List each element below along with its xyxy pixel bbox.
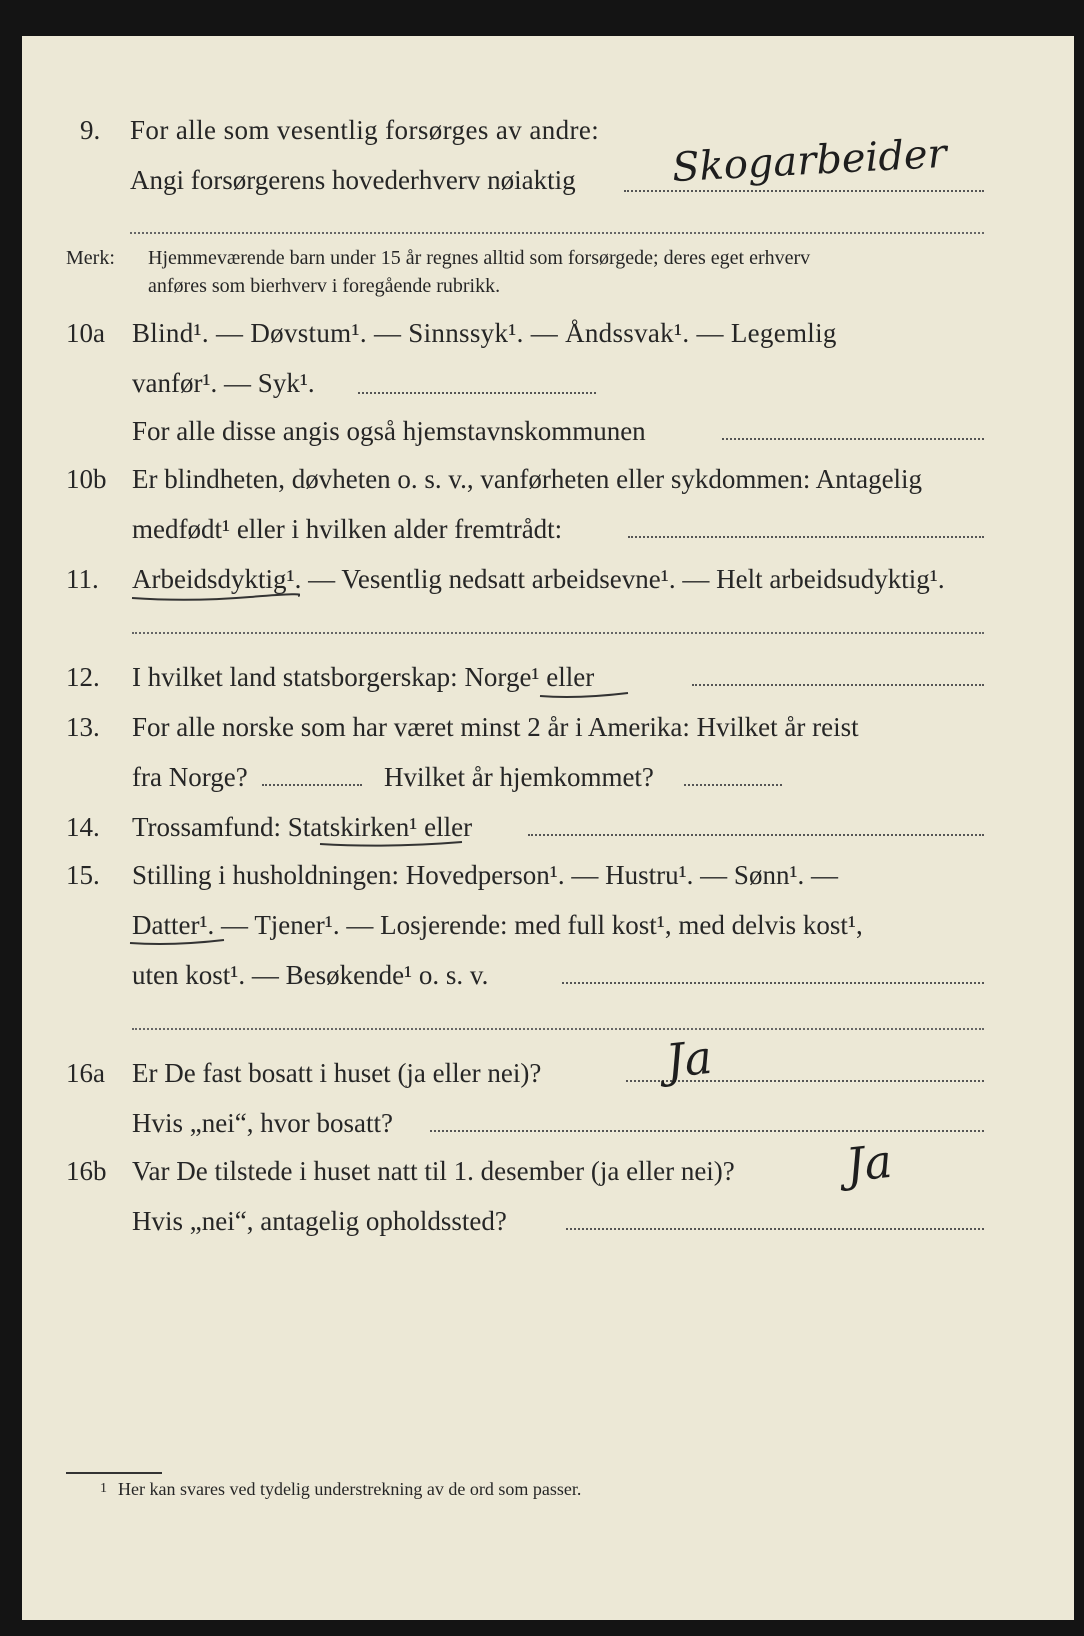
q16a-handwritten-answer: Ja: [663, 1029, 715, 1089]
q9-line2: Angi forsørgerens hovederhverv nøiaktig: [130, 165, 576, 195]
q10a-answer-line: [358, 392, 596, 394]
q16b-location-line: [566, 1228, 984, 1230]
footnote-rule: [66, 1472, 162, 1474]
q13-line2b: Hvilket år hjemkommet?: [384, 762, 654, 792]
q13-departure-line: [262, 784, 362, 786]
footnote-mark: 1: [100, 1481, 107, 1496]
q16a-number: 16a: [66, 1058, 105, 1088]
divider: [130, 232, 984, 234]
q15-line1: Stilling i husholdningen: Hovedperson¹. — Hustru¹. — Sønn¹. —: [132, 860, 839, 890]
q14-number: 14.: [66, 812, 100, 842]
q11-answer-line: [132, 632, 984, 634]
q16a-line1: Er De fast bosatt i huset (ja eller nei)?: [132, 1058, 542, 1088]
q15-line2: Datter¹. — Tjener¹. — Losjerende: med full kost¹, med delvis kost¹,: [132, 910, 863, 940]
note-label: Merk:: [66, 247, 115, 269]
q10a-line1: Blind¹. — Døvstum¹. — Sinnssyk¹. — Åndssvak¹. — Legemlig: [132, 318, 837, 348]
q13-return-line: [684, 784, 782, 786]
q16b-line1: Var De tilstede i huset natt til 1. desember (ja eller nei)?: [132, 1156, 735, 1186]
q13-line1: For alle norske som har været minst 2 år i Amerika: Hvilket år reist: [132, 712, 859, 742]
q16b-number: 16b: [66, 1156, 107, 1186]
q16b-handwritten-answer: Ja: [843, 1133, 895, 1193]
q12-number: 12.: [66, 662, 100, 692]
q14-underline-mark: [318, 838, 466, 850]
q9-handwritten-answer: Skogarbeider: [670, 130, 948, 192]
note-line2: anføres som bierhverv i foregående rubrikk.: [148, 275, 501, 297]
q15-line3: uten kost¹. — Besøkende¹ o. s. v.: [132, 960, 489, 990]
q10b-line2: medfødt¹ eller i hvilken alder fremtrådt:: [132, 514, 563, 544]
q15-answer-line: [562, 982, 984, 984]
q11-number: 11.: [66, 564, 99, 594]
q10b-number: 10b: [66, 464, 107, 494]
q12-underline-mark: [538, 690, 632, 702]
q10a-number: 10a: [66, 318, 105, 348]
q16a-address-line: [430, 1130, 984, 1132]
footnote-text: Her kan svares ved tydelig understrekning av de ord som passer.: [118, 1479, 582, 1499]
q16a-line2: Hvis „nei“, hvor bosatt?: [132, 1108, 393, 1138]
q10b-line1: Er blindheten, døvheten o. s. v., vanførheten eller sykdommen: Antagelig: [132, 464, 923, 494]
q10a-line2: vanfør¹. — Syk¹.: [132, 368, 315, 398]
q16b-line2: Hvis „nei“, antagelig opholdssted?: [132, 1206, 507, 1236]
q13-line2a: fra Norge?: [132, 762, 248, 792]
q14-line1: Trossamfund: Statskirken¹ eller: [132, 812, 473, 842]
q11-underline-mark: [130, 592, 300, 604]
q10a-line3: For alle disse angis også hjemstavnskommunen: [132, 416, 646, 446]
q10a-municipality-line: [722, 438, 984, 440]
q9-number: 9.: [80, 115, 101, 145]
q12-answer-line: [692, 684, 984, 686]
q14-answer-line: [528, 834, 984, 836]
q10b-answer-line: [628, 536, 984, 538]
q15-extra-line: [132, 1028, 984, 1030]
q13-number: 13.: [66, 712, 100, 742]
note-line1: Hjemmeværende barn under 15 år regnes alltid som forsørgede; deres eget erhverv: [148, 247, 811, 269]
q15-underline-mark: [128, 936, 228, 948]
q12-line1: I hvilket land statsborgerskap: Norge¹ eller: [132, 662, 595, 692]
q11-line1: Arbeidsdyktig¹. — Vesentlig nedsatt arbeidsevne¹. — Helt arbeidsudyktig¹.: [132, 564, 945, 594]
q15-number: 15.: [66, 860, 100, 890]
q9-line1: For alle som vesentlig forsørges av andre:: [130, 115, 600, 145]
